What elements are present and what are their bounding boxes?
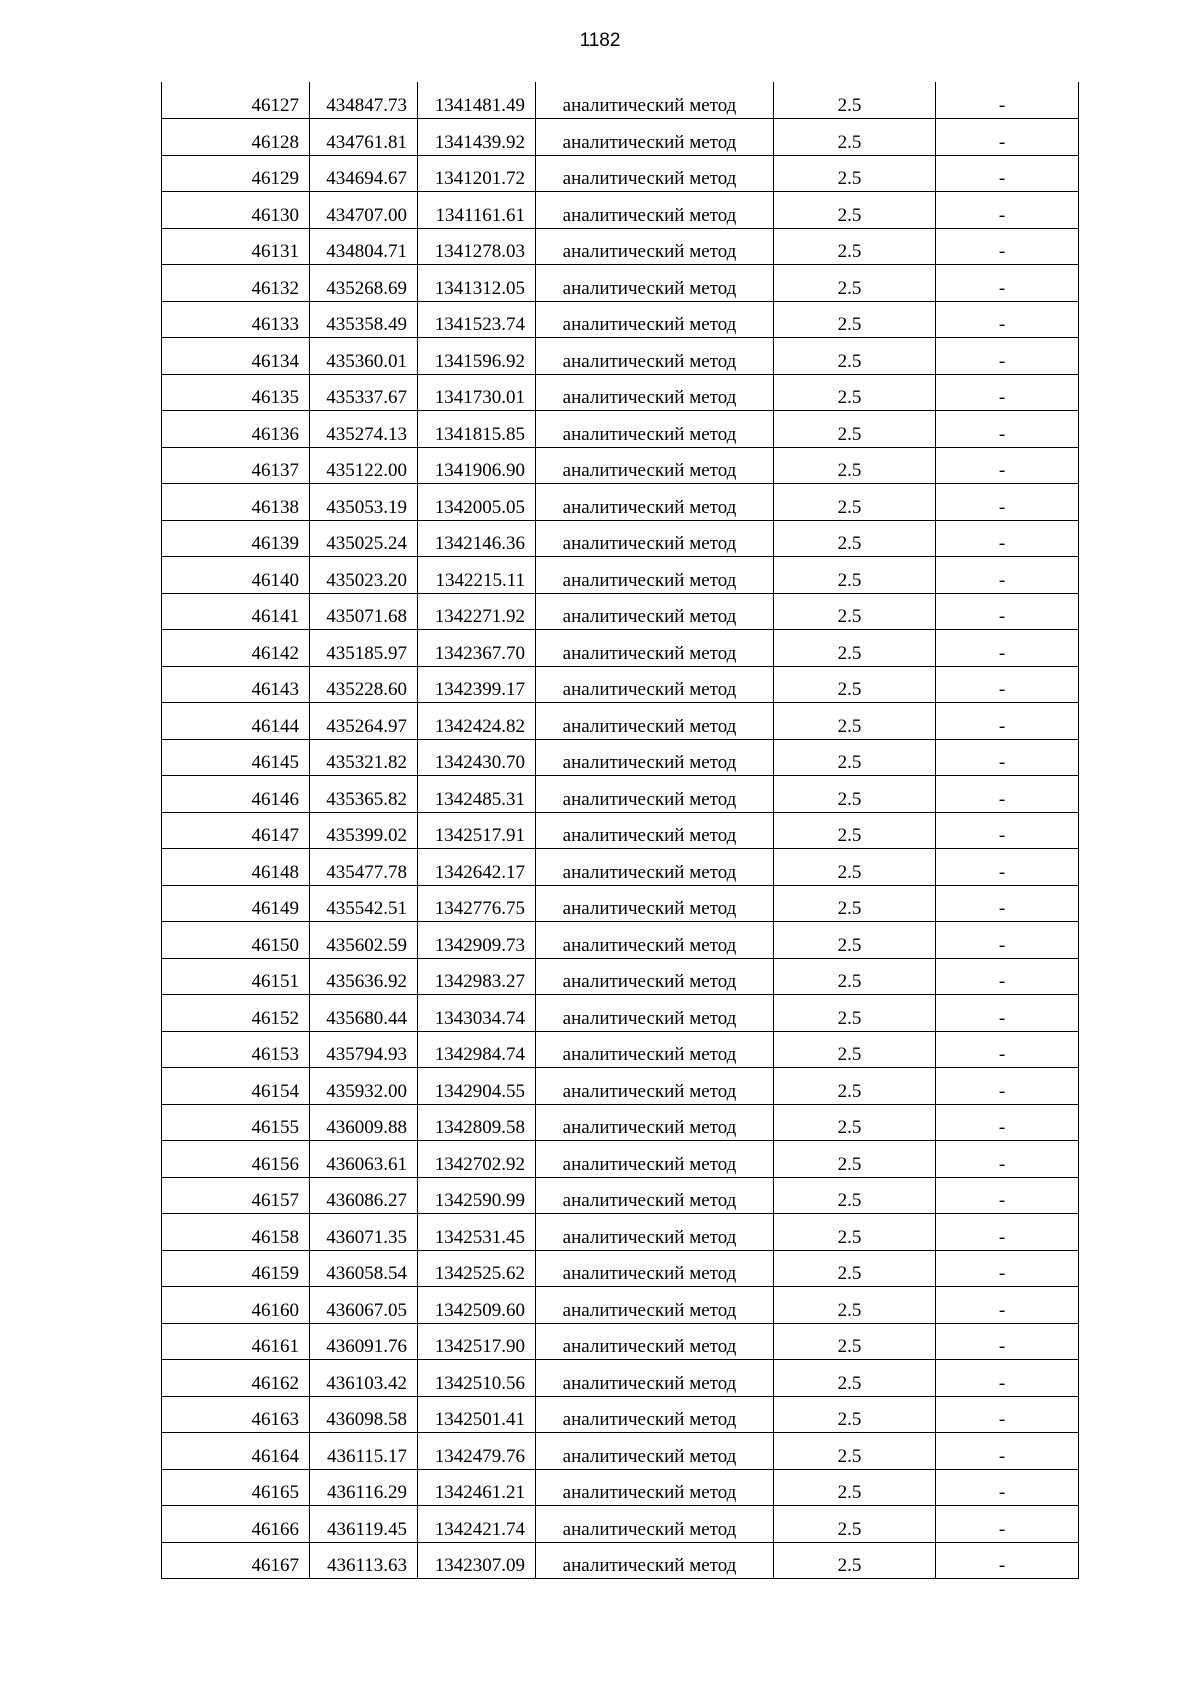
point-id-cell: 46156 — [162, 1141, 310, 1178]
x-coordinate-cell: 435122.00 — [310, 447, 418, 484]
table-row — [162, 1031, 1079, 1068]
table-row — [162, 192, 1079, 229]
y-coordinate-cell: 1342590.99 — [418, 1177, 536, 1214]
table-row — [162, 155, 1079, 192]
x-coordinate-cell: 435268.69 — [310, 265, 418, 302]
method-cell: аналитический метод — [536, 995, 774, 1032]
x-coordinate-cell: 436071.35 — [310, 1214, 418, 1251]
y-coordinate-cell: 1342479.76 — [418, 1433, 536, 1470]
x-coordinate-cell: 436058.54 — [310, 1250, 418, 1287]
note-cell: - — [936, 1031, 1079, 1068]
note-cell: - — [936, 1250, 1079, 1287]
accuracy-cell: 2.5 — [774, 1360, 936, 1397]
accuracy-cell: 2.5 — [774, 338, 936, 375]
accuracy-cell: 2.5 — [774, 1104, 936, 1141]
accuracy-cell: 2.5 — [774, 885, 936, 922]
point-id-cell: 46153 — [162, 1031, 310, 1068]
x-coordinate-cell: 435053.19 — [310, 484, 418, 521]
note-cell: - — [936, 922, 1079, 959]
point-id-cell: 46139 — [162, 520, 310, 557]
y-coordinate-cell: 1342517.91 — [418, 812, 536, 849]
x-coordinate-cell: 436067.05 — [310, 1287, 418, 1324]
x-coordinate-cell: 436009.88 — [310, 1104, 418, 1141]
table-row — [162, 82, 1079, 119]
method-cell: аналитический метод — [536, 192, 774, 229]
y-coordinate-cell: 1342005.05 — [418, 484, 536, 521]
point-id-cell: 46141 — [162, 593, 310, 630]
y-coordinate-cell: 1341312.05 — [418, 265, 536, 302]
point-id-cell: 46161 — [162, 1323, 310, 1360]
y-coordinate-cell: 1342509.60 — [418, 1287, 536, 1324]
accuracy-cell: 2.5 — [774, 411, 936, 448]
accuracy-cell: 2.5 — [774, 1542, 936, 1579]
point-id-cell: 46167 — [162, 1542, 310, 1579]
method-cell: аналитический метод — [536, 958, 774, 995]
x-coordinate-cell: 436116.29 — [310, 1469, 418, 1506]
note-cell: - — [936, 958, 1079, 995]
accuracy-cell: 2.5 — [774, 995, 936, 1032]
table-row — [162, 1287, 1079, 1324]
y-coordinate-cell: 1342809.58 — [418, 1104, 536, 1141]
method-cell: аналитический метод — [536, 119, 774, 156]
accuracy-cell: 2.5 — [774, 119, 936, 156]
table-row — [162, 338, 1079, 375]
x-coordinate-cell: 434804.71 — [310, 228, 418, 265]
note-cell: - — [936, 1177, 1079, 1214]
accuracy-cell: 2.5 — [774, 192, 936, 229]
note-cell: - — [936, 1323, 1079, 1360]
x-coordinate-cell: 435602.59 — [310, 922, 418, 959]
method-cell: аналитический метод — [536, 1104, 774, 1141]
note-cell: - — [936, 447, 1079, 484]
method-cell: аналитический метод — [536, 1360, 774, 1397]
x-coordinate-cell: 435477.78 — [310, 849, 418, 886]
table-row — [162, 630, 1079, 667]
accuracy-cell: 2.5 — [774, 776, 936, 813]
table-row — [162, 812, 1079, 849]
point-id-cell: 46130 — [162, 192, 310, 229]
accuracy-cell: 2.5 — [774, 82, 936, 119]
point-id-cell: 46152 — [162, 995, 310, 1032]
y-coordinate-cell: 1341161.61 — [418, 192, 536, 229]
x-coordinate-cell: 436115.17 — [310, 1433, 418, 1470]
y-coordinate-cell: 1341278.03 — [418, 228, 536, 265]
accuracy-cell: 2.5 — [774, 520, 936, 557]
accuracy-cell: 2.5 — [774, 1141, 936, 1178]
y-coordinate-cell: 1341481.49 — [418, 82, 536, 119]
y-coordinate-cell: 1342367.70 — [418, 630, 536, 667]
table-row — [162, 958, 1079, 995]
method-cell: аналитический метод — [536, 1214, 774, 1251]
x-coordinate-cell: 436086.27 — [310, 1177, 418, 1214]
method-cell: аналитический метод — [536, 630, 774, 667]
accuracy-cell: 2.5 — [774, 228, 936, 265]
y-coordinate-cell: 1342215.11 — [418, 557, 536, 594]
table-row — [162, 922, 1079, 959]
coordinates-table — [161, 82, 1079, 1579]
method-cell: аналитический метод — [536, 520, 774, 557]
x-coordinate-cell: 436063.61 — [310, 1141, 418, 1178]
table-row — [162, 374, 1079, 411]
table-row — [162, 228, 1079, 265]
point-id-cell: 46146 — [162, 776, 310, 813]
note-cell: - — [936, 593, 1079, 630]
method-cell: аналитический метод — [536, 1177, 774, 1214]
accuracy-cell: 2.5 — [774, 1287, 936, 1324]
note-cell: - — [936, 1433, 1079, 1470]
y-coordinate-cell: 1342485.31 — [418, 776, 536, 813]
point-id-cell: 46157 — [162, 1177, 310, 1214]
accuracy-cell: 2.5 — [774, 1323, 936, 1360]
x-coordinate-cell: 435337.67 — [310, 374, 418, 411]
table-row — [162, 447, 1079, 484]
point-id-cell: 46132 — [162, 265, 310, 302]
y-coordinate-cell: 1342307.09 — [418, 1542, 536, 1579]
accuracy-cell: 2.5 — [774, 812, 936, 849]
table-row — [162, 776, 1079, 813]
x-coordinate-cell: 434761.81 — [310, 119, 418, 156]
x-coordinate-cell: 436091.76 — [310, 1323, 418, 1360]
table-row — [162, 885, 1079, 922]
y-coordinate-cell: 1342702.92 — [418, 1141, 536, 1178]
table-row — [162, 666, 1079, 703]
table-row — [162, 703, 1079, 740]
point-id-cell: 46155 — [162, 1104, 310, 1141]
x-coordinate-cell: 435228.60 — [310, 666, 418, 703]
accuracy-cell: 2.5 — [774, 1031, 936, 1068]
note-cell: - — [936, 812, 1079, 849]
x-coordinate-cell: 436113.63 — [310, 1542, 418, 1579]
note-cell: - — [936, 666, 1079, 703]
note-cell: - — [936, 484, 1079, 521]
y-coordinate-cell: 1342904.55 — [418, 1068, 536, 1105]
y-coordinate-cell: 1341815.85 — [418, 411, 536, 448]
x-coordinate-cell: 435274.13 — [310, 411, 418, 448]
table-row — [162, 411, 1079, 448]
accuracy-cell: 2.5 — [774, 1506, 936, 1543]
y-coordinate-cell: 1342531.45 — [418, 1214, 536, 1251]
table-row — [162, 1250, 1079, 1287]
accuracy-cell: 2.5 — [774, 1469, 936, 1506]
accuracy-cell: 2.5 — [774, 849, 936, 886]
point-id-cell: 46133 — [162, 301, 310, 338]
table-row — [162, 1360, 1079, 1397]
note-cell: - — [936, 739, 1079, 776]
point-id-cell: 46142 — [162, 630, 310, 667]
point-id-cell: 46144 — [162, 703, 310, 740]
note-cell: - — [936, 703, 1079, 740]
x-coordinate-cell: 434707.00 — [310, 192, 418, 229]
point-id-cell: 46149 — [162, 885, 310, 922]
table-row — [162, 995, 1079, 1032]
point-id-cell: 46160 — [162, 1287, 310, 1324]
method-cell: аналитический метод — [536, 411, 774, 448]
point-id-cell: 46162 — [162, 1360, 310, 1397]
accuracy-cell: 2.5 — [774, 593, 936, 630]
point-id-cell: 46145 — [162, 739, 310, 776]
y-coordinate-cell: 1342642.17 — [418, 849, 536, 886]
table-row — [162, 484, 1079, 521]
accuracy-cell: 2.5 — [774, 1433, 936, 1470]
x-coordinate-cell: 435185.97 — [310, 630, 418, 667]
note-cell: - — [936, 228, 1079, 265]
note-cell: - — [936, 374, 1079, 411]
x-coordinate-cell: 435264.97 — [310, 703, 418, 740]
note-cell: - — [936, 1141, 1079, 1178]
table-row — [162, 1323, 1079, 1360]
accuracy-cell: 2.5 — [774, 666, 936, 703]
coordinates-table-body — [162, 82, 1079, 1579]
y-coordinate-cell: 1342984.74 — [418, 1031, 536, 1068]
point-id-cell: 46140 — [162, 557, 310, 594]
y-coordinate-cell: 1341201.72 — [418, 155, 536, 192]
method-cell: аналитический метод — [536, 1031, 774, 1068]
note-cell: - — [936, 301, 1079, 338]
note-cell: - — [936, 338, 1079, 375]
point-id-cell: 46131 — [162, 228, 310, 265]
accuracy-cell: 2.5 — [774, 265, 936, 302]
table-row — [162, 1542, 1079, 1579]
x-coordinate-cell: 435023.20 — [310, 557, 418, 594]
y-coordinate-cell: 1342501.41 — [418, 1396, 536, 1433]
x-coordinate-cell: 435542.51 — [310, 885, 418, 922]
point-id-cell: 46151 — [162, 958, 310, 995]
point-id-cell: 46143 — [162, 666, 310, 703]
x-coordinate-cell: 434694.67 — [310, 155, 418, 192]
note-cell: - — [936, 557, 1079, 594]
y-coordinate-cell: 1341439.92 — [418, 119, 536, 156]
x-coordinate-cell: 435399.02 — [310, 812, 418, 849]
accuracy-cell: 2.5 — [774, 374, 936, 411]
table-row — [162, 849, 1079, 886]
method-cell: аналитический метод — [536, 703, 774, 740]
method-cell: аналитический метод — [536, 301, 774, 338]
x-coordinate-cell: 436098.58 — [310, 1396, 418, 1433]
y-coordinate-cell: 1342430.70 — [418, 739, 536, 776]
note-cell: - — [936, 265, 1079, 302]
accuracy-cell: 2.5 — [774, 1177, 936, 1214]
note-cell: - — [936, 1542, 1079, 1579]
method-cell: аналитический метод — [536, 1287, 774, 1324]
x-coordinate-cell: 435932.00 — [310, 1068, 418, 1105]
x-coordinate-cell: 435365.82 — [310, 776, 418, 813]
y-coordinate-cell: 1341730.01 — [418, 374, 536, 411]
accuracy-cell: 2.5 — [774, 155, 936, 192]
method-cell: аналитический метод — [536, 1396, 774, 1433]
y-coordinate-cell: 1342421.74 — [418, 1506, 536, 1543]
y-coordinate-cell: 1342510.56 — [418, 1360, 536, 1397]
note-cell: - — [936, 885, 1079, 922]
note-cell: - — [936, 849, 1079, 886]
method-cell: аналитический метод — [536, 1068, 774, 1105]
y-coordinate-cell: 1341906.90 — [418, 447, 536, 484]
table-row — [162, 1506, 1079, 1543]
x-coordinate-cell: 435794.93 — [310, 1031, 418, 1068]
accuracy-cell: 2.5 — [774, 557, 936, 594]
point-id-cell: 46127 — [162, 82, 310, 119]
method-cell: аналитический метод — [536, 849, 774, 886]
y-coordinate-cell: 1342909.73 — [418, 922, 536, 959]
note-cell: - — [936, 1104, 1079, 1141]
y-coordinate-cell: 1342271.92 — [418, 593, 536, 630]
x-coordinate-cell: 435025.24 — [310, 520, 418, 557]
note-cell: - — [936, 155, 1079, 192]
method-cell: аналитический метод — [536, 1250, 774, 1287]
table-row — [162, 593, 1079, 630]
table-row — [162, 1141, 1079, 1178]
point-id-cell: 46154 — [162, 1068, 310, 1105]
method-cell: аналитический метод — [536, 228, 774, 265]
table-row — [162, 1104, 1079, 1141]
method-cell: аналитический метод — [536, 1323, 774, 1360]
x-coordinate-cell: 435636.92 — [310, 958, 418, 995]
y-coordinate-cell: 1343034.74 — [418, 995, 536, 1032]
note-cell: - — [936, 1287, 1079, 1324]
table-row — [162, 1177, 1079, 1214]
y-coordinate-cell: 1342517.90 — [418, 1323, 536, 1360]
point-id-cell: 46135 — [162, 374, 310, 411]
note-cell: - — [936, 1506, 1079, 1543]
x-coordinate-cell: 435358.49 — [310, 301, 418, 338]
accuracy-cell: 2.5 — [774, 1214, 936, 1251]
y-coordinate-cell: 1341596.92 — [418, 338, 536, 375]
point-id-cell: 46137 — [162, 447, 310, 484]
method-cell: аналитический метод — [536, 1469, 774, 1506]
table-row — [162, 301, 1079, 338]
y-coordinate-cell: 1342461.21 — [418, 1469, 536, 1506]
note-cell: - — [936, 1469, 1079, 1506]
table-row — [162, 119, 1079, 156]
note-cell: - — [936, 192, 1079, 229]
point-id-cell: 46138 — [162, 484, 310, 521]
x-coordinate-cell: 436119.45 — [310, 1506, 418, 1543]
accuracy-cell: 2.5 — [774, 739, 936, 776]
point-id-cell: 46158 — [162, 1214, 310, 1251]
accuracy-cell: 2.5 — [774, 484, 936, 521]
point-id-cell: 46129 — [162, 155, 310, 192]
method-cell: аналитический метод — [536, 1141, 774, 1178]
method-cell: аналитический метод — [536, 885, 774, 922]
accuracy-cell: 2.5 — [774, 630, 936, 667]
point-id-cell: 46165 — [162, 1469, 310, 1506]
point-id-cell: 46136 — [162, 411, 310, 448]
point-id-cell: 46128 — [162, 119, 310, 156]
note-cell: - — [936, 1360, 1079, 1397]
method-cell: аналитический метод — [536, 484, 774, 521]
accuracy-cell: 2.5 — [774, 1250, 936, 1287]
y-coordinate-cell: 1342983.27 — [418, 958, 536, 995]
y-coordinate-cell: 1342146.36 — [418, 520, 536, 557]
note-cell: - — [936, 776, 1079, 813]
accuracy-cell: 2.5 — [774, 301, 936, 338]
table-row — [162, 1396, 1079, 1433]
method-cell: аналитический метод — [536, 82, 774, 119]
method-cell: аналитический метод — [536, 666, 774, 703]
point-id-cell: 46147 — [162, 812, 310, 849]
method-cell: аналитический метод — [536, 374, 774, 411]
method-cell: аналитический метод — [536, 593, 774, 630]
table-row — [162, 1469, 1079, 1506]
accuracy-cell: 2.5 — [774, 922, 936, 959]
method-cell: аналитический метод — [536, 1433, 774, 1470]
method-cell: аналитический метод — [536, 447, 774, 484]
method-cell: аналитический метод — [536, 155, 774, 192]
x-coordinate-cell: 435360.01 — [310, 338, 418, 375]
x-coordinate-cell: 435071.68 — [310, 593, 418, 630]
note-cell: - — [936, 630, 1079, 667]
method-cell: аналитический метод — [536, 1542, 774, 1579]
method-cell: аналитический метод — [536, 812, 774, 849]
table-row — [162, 1068, 1079, 1105]
y-coordinate-cell: 1342776.75 — [418, 885, 536, 922]
point-id-cell: 46166 — [162, 1506, 310, 1543]
table-row — [162, 1214, 1079, 1251]
table-row — [162, 739, 1079, 776]
method-cell: аналитический метод — [536, 922, 774, 959]
table-row — [162, 265, 1079, 302]
note-cell: - — [936, 411, 1079, 448]
point-id-cell: 46159 — [162, 1250, 310, 1287]
x-coordinate-cell: 435680.44 — [310, 995, 418, 1032]
point-id-cell: 46150 — [162, 922, 310, 959]
page-number: 1182 — [579, 30, 621, 51]
method-cell: аналитический метод — [536, 1506, 774, 1543]
note-cell: - — [936, 520, 1079, 557]
method-cell: аналитический метод — [536, 338, 774, 375]
method-cell: аналитический метод — [536, 776, 774, 813]
note-cell: - — [936, 82, 1079, 119]
note-cell: - — [936, 1214, 1079, 1251]
point-id-cell: 46163 — [162, 1396, 310, 1433]
x-coordinate-cell: 436103.42 — [310, 1360, 418, 1397]
point-id-cell: 46148 — [162, 849, 310, 886]
point-id-cell: 46134 — [162, 338, 310, 375]
table-row — [162, 520, 1079, 557]
x-coordinate-cell: 435321.82 — [310, 739, 418, 776]
note-cell: - — [936, 1068, 1079, 1105]
method-cell: аналитический метод — [536, 739, 774, 776]
method-cell: аналитический метод — [536, 557, 774, 594]
note-cell: - — [936, 995, 1079, 1032]
note-cell: - — [936, 119, 1079, 156]
point-id-cell: 46164 — [162, 1433, 310, 1470]
accuracy-cell: 2.5 — [774, 1068, 936, 1105]
y-coordinate-cell: 1342525.62 — [418, 1250, 536, 1287]
y-coordinate-cell: 1342399.17 — [418, 666, 536, 703]
accuracy-cell: 2.5 — [774, 958, 936, 995]
table-row — [162, 1433, 1079, 1470]
table-row — [162, 557, 1079, 594]
accuracy-cell: 2.5 — [774, 703, 936, 740]
y-coordinate-cell: 1341523.74 — [418, 301, 536, 338]
y-coordinate-cell: 1342424.82 — [418, 703, 536, 740]
accuracy-cell: 2.5 — [774, 1396, 936, 1433]
note-cell: - — [936, 1396, 1079, 1433]
accuracy-cell: 2.5 — [774, 447, 936, 484]
method-cell: аналитический метод — [536, 265, 774, 302]
x-coordinate-cell: 434847.73 — [310, 82, 418, 119]
